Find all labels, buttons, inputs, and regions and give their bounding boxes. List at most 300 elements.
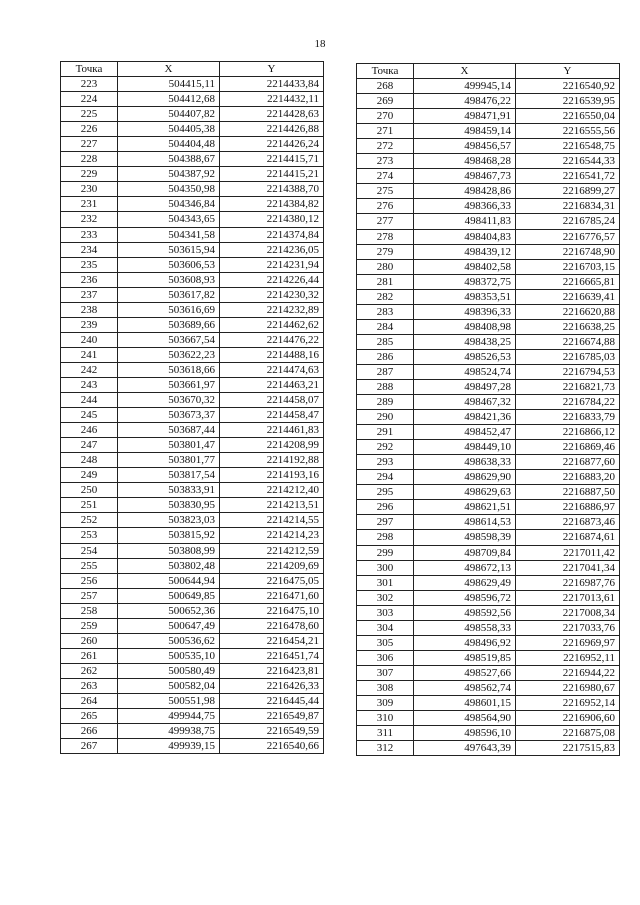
header-x: X bbox=[118, 62, 220, 77]
y-coordinate-cell: 2216834,31 bbox=[516, 199, 620, 214]
x-coordinate-cell: 498596,10 bbox=[414, 726, 516, 741]
point-number-cell: 248 bbox=[61, 453, 118, 468]
x-coordinate-cell: 503817,54 bbox=[118, 468, 220, 483]
table-row bbox=[61, 618, 324, 633]
table-row bbox=[357, 575, 620, 590]
point-number-cell: 299 bbox=[357, 545, 414, 560]
x-coordinate-cell: 500649,85 bbox=[118, 588, 220, 603]
point-number-cell: 282 bbox=[357, 289, 414, 304]
header-x: X bbox=[414, 64, 516, 79]
y-coordinate-cell: 2216899,27 bbox=[516, 184, 620, 199]
x-coordinate-cell: 504343,65 bbox=[118, 212, 220, 227]
table-row bbox=[357, 319, 620, 334]
table-row bbox=[357, 711, 620, 726]
y-coordinate-cell: 2216451,74 bbox=[220, 648, 324, 663]
y-coordinate-cell: 2214488,16 bbox=[220, 347, 324, 362]
y-coordinate-cell: 2216883,20 bbox=[516, 470, 620, 485]
y-coordinate-cell: 2214213,51 bbox=[220, 498, 324, 513]
x-coordinate-cell: 499945,14 bbox=[414, 79, 516, 94]
point-number-cell: 241 bbox=[61, 347, 118, 362]
point-number-cell: 240 bbox=[61, 332, 118, 347]
table-row bbox=[357, 244, 620, 259]
point-number-cell: 288 bbox=[357, 379, 414, 394]
x-coordinate-cell: 503617,82 bbox=[118, 287, 220, 302]
y-coordinate-cell: 2214415,71 bbox=[220, 152, 324, 167]
x-coordinate-cell: 500551,98 bbox=[118, 693, 220, 708]
x-coordinate-cell: 503808,99 bbox=[118, 543, 220, 558]
y-coordinate-cell: 2216869,46 bbox=[516, 440, 620, 455]
table-row bbox=[357, 94, 620, 109]
y-coordinate-cell: 2217033,76 bbox=[516, 620, 620, 635]
x-coordinate-cell: 498449,10 bbox=[414, 440, 516, 455]
x-coordinate-cell: 498404,83 bbox=[414, 229, 516, 244]
point-number-cell: 258 bbox=[61, 603, 118, 618]
table-row bbox=[61, 543, 324, 558]
y-coordinate-cell: 2216703,15 bbox=[516, 259, 620, 274]
table-row bbox=[357, 395, 620, 410]
x-coordinate-cell: 498428,86 bbox=[414, 184, 516, 199]
table-row bbox=[357, 500, 620, 515]
y-coordinate-cell: 2214433,84 bbox=[220, 77, 324, 92]
table-header-row bbox=[357, 64, 620, 79]
table-row bbox=[61, 137, 324, 152]
y-coordinate-cell: 2216550,04 bbox=[516, 109, 620, 124]
table-row bbox=[357, 109, 620, 124]
x-coordinate-cell: 504412,68 bbox=[118, 92, 220, 107]
y-coordinate-cell: 2216478,60 bbox=[220, 618, 324, 633]
table-row bbox=[61, 693, 324, 708]
x-coordinate-cell: 498408,98 bbox=[414, 319, 516, 334]
y-coordinate-cell: 2216821,73 bbox=[516, 379, 620, 394]
table-row bbox=[61, 167, 324, 182]
point-number-cell: 296 bbox=[357, 500, 414, 515]
point-number-cell: 309 bbox=[357, 695, 414, 710]
point-number-cell: 289 bbox=[357, 395, 414, 410]
table-row bbox=[61, 468, 324, 483]
point-number-cell: 286 bbox=[357, 349, 414, 364]
x-coordinate-cell: 498614,53 bbox=[414, 515, 516, 530]
table-row bbox=[357, 440, 620, 455]
x-coordinate-cell: 503689,66 bbox=[118, 317, 220, 332]
x-coordinate-cell: 503802,48 bbox=[118, 558, 220, 573]
table-row bbox=[357, 470, 620, 485]
point-number-cell: 265 bbox=[61, 709, 118, 724]
coordinates-table-right bbox=[356, 63, 620, 756]
x-coordinate-cell: 498468,28 bbox=[414, 154, 516, 169]
point-number-cell: 263 bbox=[61, 678, 118, 693]
point-number-cell: 234 bbox=[61, 242, 118, 257]
point-number-cell: 255 bbox=[61, 558, 118, 573]
point-number-cell: 280 bbox=[357, 259, 414, 274]
y-coordinate-cell: 2217013,61 bbox=[516, 590, 620, 605]
y-coordinate-cell: 2216475,05 bbox=[220, 573, 324, 588]
point-number-cell: 298 bbox=[357, 530, 414, 545]
x-coordinate-cell: 504388,67 bbox=[118, 152, 220, 167]
y-coordinate-cell: 2216785,03 bbox=[516, 349, 620, 364]
y-coordinate-cell: 2216549,87 bbox=[220, 709, 324, 724]
point-number-cell: 281 bbox=[357, 274, 414, 289]
table-row bbox=[61, 739, 324, 754]
table-row bbox=[357, 184, 620, 199]
y-coordinate-cell: 2217011,42 bbox=[516, 545, 620, 560]
y-coordinate-cell: 2216748,90 bbox=[516, 244, 620, 259]
table-row bbox=[61, 362, 324, 377]
table-row bbox=[357, 334, 620, 349]
x-coordinate-cell: 498459,14 bbox=[414, 124, 516, 139]
point-number-cell: 228 bbox=[61, 152, 118, 167]
point-number-cell: 270 bbox=[357, 109, 414, 124]
x-coordinate-cell: 498598,39 bbox=[414, 530, 516, 545]
table-row bbox=[61, 347, 324, 362]
y-coordinate-cell: 2216874,61 bbox=[516, 530, 620, 545]
y-coordinate-cell: 2214463,21 bbox=[220, 377, 324, 392]
y-coordinate-cell: 2217041,34 bbox=[516, 560, 620, 575]
point-number-cell: 249 bbox=[61, 468, 118, 483]
y-coordinate-cell: 2216674,88 bbox=[516, 334, 620, 349]
y-coordinate-cell: 2216866,12 bbox=[516, 425, 620, 440]
y-coordinate-cell: 2216987,76 bbox=[516, 575, 620, 590]
y-coordinate-cell: 2217515,83 bbox=[516, 741, 620, 756]
table-row bbox=[61, 393, 324, 408]
point-number-cell: 310 bbox=[357, 711, 414, 726]
y-coordinate-cell: 2216544,33 bbox=[516, 154, 620, 169]
x-coordinate-cell: 503687,44 bbox=[118, 423, 220, 438]
x-coordinate-cell: 498497,28 bbox=[414, 379, 516, 394]
point-number-cell: 312 bbox=[357, 741, 414, 756]
point-number-cell: 266 bbox=[61, 724, 118, 739]
x-coordinate-cell: 500580,49 bbox=[118, 663, 220, 678]
x-coordinate-cell: 503673,37 bbox=[118, 408, 220, 423]
table-row bbox=[61, 272, 324, 287]
x-coordinate-cell: 498519,85 bbox=[414, 650, 516, 665]
x-coordinate-cell: 498471,91 bbox=[414, 109, 516, 124]
y-coordinate-cell: 2216952,14 bbox=[516, 695, 620, 710]
x-coordinate-cell: 500536,62 bbox=[118, 633, 220, 648]
y-coordinate-cell: 2216944,22 bbox=[516, 665, 620, 680]
y-coordinate-cell: 2214388,70 bbox=[220, 182, 324, 197]
y-coordinate-cell: 2216471,60 bbox=[220, 588, 324, 603]
point-number-cell: 301 bbox=[357, 575, 414, 590]
table-row bbox=[357, 79, 620, 94]
point-number-cell: 293 bbox=[357, 455, 414, 470]
table-row bbox=[61, 197, 324, 212]
y-coordinate-cell: 2214212,40 bbox=[220, 483, 324, 498]
table-row bbox=[61, 663, 324, 678]
table-row bbox=[61, 332, 324, 347]
point-number-cell: 226 bbox=[61, 122, 118, 137]
y-coordinate-cell: 2214230,32 bbox=[220, 287, 324, 302]
point-number-cell: 246 bbox=[61, 423, 118, 438]
y-coordinate-cell: 2216555,56 bbox=[516, 124, 620, 139]
table-row bbox=[61, 242, 324, 257]
coordinates-table-left bbox=[60, 61, 324, 754]
x-coordinate-cell: 503606,53 bbox=[118, 257, 220, 272]
y-coordinate-cell: 2216887,50 bbox=[516, 485, 620, 500]
x-coordinate-cell: 498438,25 bbox=[414, 334, 516, 349]
table-row bbox=[61, 212, 324, 227]
x-coordinate-cell: 504405,38 bbox=[118, 122, 220, 137]
point-number-cell: 262 bbox=[61, 663, 118, 678]
x-coordinate-cell: 503670,32 bbox=[118, 393, 220, 408]
point-number-cell: 235 bbox=[61, 257, 118, 272]
point-number-cell: 224 bbox=[61, 92, 118, 107]
table-row bbox=[357, 425, 620, 440]
x-coordinate-cell: 498638,33 bbox=[414, 455, 516, 470]
x-coordinate-cell: 498411,83 bbox=[414, 214, 516, 229]
table-row bbox=[357, 199, 620, 214]
header-y: Y bbox=[516, 64, 620, 79]
y-coordinate-cell: 2216426,33 bbox=[220, 678, 324, 693]
x-coordinate-cell: 498496,92 bbox=[414, 635, 516, 650]
y-coordinate-cell: 2216886,97 bbox=[516, 500, 620, 515]
table-row bbox=[357, 214, 620, 229]
y-coordinate-cell: 2216906,60 bbox=[516, 711, 620, 726]
point-number-cell: 307 bbox=[357, 665, 414, 680]
point-number-cell: 261 bbox=[61, 648, 118, 663]
x-coordinate-cell: 498467,73 bbox=[414, 169, 516, 184]
y-coordinate-cell: 2216875,08 bbox=[516, 726, 620, 741]
y-coordinate-cell: 2216541,72 bbox=[516, 169, 620, 184]
x-coordinate-cell: 503616,69 bbox=[118, 302, 220, 317]
x-coordinate-cell: 498672,13 bbox=[414, 560, 516, 575]
table-row bbox=[357, 650, 620, 665]
x-coordinate-cell: 498402,58 bbox=[414, 259, 516, 274]
point-number-cell: 294 bbox=[357, 470, 414, 485]
y-coordinate-cell: 2214461,83 bbox=[220, 423, 324, 438]
y-coordinate-cell: 2216794,53 bbox=[516, 364, 620, 379]
table-row bbox=[357, 695, 620, 710]
point-number-cell: 278 bbox=[357, 229, 414, 244]
point-number-cell: 273 bbox=[357, 154, 414, 169]
x-coordinate-cell: 498709,84 bbox=[414, 545, 516, 560]
table-row bbox=[357, 530, 620, 545]
point-number-cell: 229 bbox=[61, 167, 118, 182]
y-coordinate-cell: 2216639,41 bbox=[516, 289, 620, 304]
point-number-cell: 257 bbox=[61, 588, 118, 603]
x-coordinate-cell: 498366,33 bbox=[414, 199, 516, 214]
point-number-cell: 256 bbox=[61, 573, 118, 588]
point-number-cell: 272 bbox=[357, 139, 414, 154]
point-number-cell: 231 bbox=[61, 197, 118, 212]
point-number-cell: 306 bbox=[357, 650, 414, 665]
y-coordinate-cell: 2216665,81 bbox=[516, 274, 620, 289]
y-coordinate-cell: 2217008,34 bbox=[516, 605, 620, 620]
table-row bbox=[61, 107, 324, 122]
table-row bbox=[61, 317, 324, 332]
table-row bbox=[61, 152, 324, 167]
table-row bbox=[357, 304, 620, 319]
y-coordinate-cell: 2214374,84 bbox=[220, 227, 324, 242]
x-coordinate-cell: 499944,75 bbox=[118, 709, 220, 724]
x-coordinate-cell: 499938,75 bbox=[118, 724, 220, 739]
x-coordinate-cell: 498629,90 bbox=[414, 470, 516, 485]
table-row bbox=[357, 665, 620, 680]
table-row bbox=[357, 124, 620, 139]
x-coordinate-cell: 500535,10 bbox=[118, 648, 220, 663]
table-row bbox=[357, 154, 620, 169]
point-number-cell: 260 bbox=[61, 633, 118, 648]
x-coordinate-cell: 500647,49 bbox=[118, 618, 220, 633]
y-coordinate-cell: 2216784,22 bbox=[516, 395, 620, 410]
y-coordinate-cell: 2214476,22 bbox=[220, 332, 324, 347]
page-number: 18 bbox=[314, 38, 326, 50]
table-header-row bbox=[61, 62, 324, 77]
table-row bbox=[357, 620, 620, 635]
table-row bbox=[61, 603, 324, 618]
point-number-cell: 264 bbox=[61, 693, 118, 708]
table-row bbox=[357, 726, 620, 741]
header-point: Точка bbox=[357, 64, 414, 79]
table-row bbox=[61, 633, 324, 648]
point-number-cell: 233 bbox=[61, 227, 118, 242]
y-coordinate-cell: 2214214,55 bbox=[220, 513, 324, 528]
table-row bbox=[61, 573, 324, 588]
x-coordinate-cell: 498596,72 bbox=[414, 590, 516, 605]
x-coordinate-cell: 504407,82 bbox=[118, 107, 220, 122]
x-coordinate-cell: 503823,03 bbox=[118, 513, 220, 528]
y-coordinate-cell: 2214214,23 bbox=[220, 528, 324, 543]
x-coordinate-cell: 498558,33 bbox=[414, 620, 516, 635]
table-row bbox=[357, 364, 620, 379]
x-coordinate-cell: 498601,15 bbox=[414, 695, 516, 710]
table-row bbox=[61, 92, 324, 107]
point-number-cell: 267 bbox=[61, 739, 118, 754]
point-number-cell: 308 bbox=[357, 680, 414, 695]
point-number-cell: 225 bbox=[61, 107, 118, 122]
point-number-cell: 238 bbox=[61, 302, 118, 317]
y-coordinate-cell: 2214462,62 bbox=[220, 317, 324, 332]
x-coordinate-cell: 500644,94 bbox=[118, 573, 220, 588]
point-number-cell: 242 bbox=[61, 362, 118, 377]
y-coordinate-cell: 2214232,89 bbox=[220, 302, 324, 317]
point-number-cell: 277 bbox=[357, 214, 414, 229]
point-number-cell: 287 bbox=[357, 364, 414, 379]
point-number-cell: 290 bbox=[357, 410, 414, 425]
y-coordinate-cell: 2216549,59 bbox=[220, 724, 324, 739]
point-number-cell: 251 bbox=[61, 498, 118, 513]
y-coordinate-cell: 2214426,24 bbox=[220, 137, 324, 152]
table-row bbox=[357, 379, 620, 394]
point-number-cell: 245 bbox=[61, 408, 118, 423]
table-row bbox=[357, 229, 620, 244]
point-number-cell: 303 bbox=[357, 605, 414, 620]
x-coordinate-cell: 503608,93 bbox=[118, 272, 220, 287]
x-coordinate-cell: 503815,92 bbox=[118, 528, 220, 543]
x-coordinate-cell: 498372,75 bbox=[414, 274, 516, 289]
x-coordinate-cell: 503801,47 bbox=[118, 438, 220, 453]
x-coordinate-cell: 504350,98 bbox=[118, 182, 220, 197]
table-row bbox=[61, 287, 324, 302]
table-row bbox=[357, 635, 620, 650]
y-coordinate-cell: 2214193,16 bbox=[220, 468, 324, 483]
point-number-cell: 250 bbox=[61, 483, 118, 498]
table-row bbox=[61, 377, 324, 392]
y-coordinate-cell: 2214432,11 bbox=[220, 92, 324, 107]
x-coordinate-cell: 498527,66 bbox=[414, 665, 516, 680]
y-coordinate-cell: 2216969,97 bbox=[516, 635, 620, 650]
y-coordinate-cell: 2214231,94 bbox=[220, 257, 324, 272]
y-coordinate-cell: 2214458,07 bbox=[220, 393, 324, 408]
point-number-cell: 279 bbox=[357, 244, 414, 259]
point-number-cell: 311 bbox=[357, 726, 414, 741]
point-number-cell: 236 bbox=[61, 272, 118, 287]
x-coordinate-cell: 503661,97 bbox=[118, 377, 220, 392]
point-number-cell: 268 bbox=[357, 79, 414, 94]
point-number-cell: 254 bbox=[61, 543, 118, 558]
x-coordinate-cell: 498439,12 bbox=[414, 244, 516, 259]
x-coordinate-cell: 504415,11 bbox=[118, 77, 220, 92]
x-coordinate-cell: 498629,49 bbox=[414, 575, 516, 590]
y-coordinate-cell: 2214474,63 bbox=[220, 362, 324, 377]
header-point: Точка bbox=[61, 62, 118, 77]
y-coordinate-cell: 2216952,11 bbox=[516, 650, 620, 665]
y-coordinate-cell: 2216540,92 bbox=[516, 79, 620, 94]
y-coordinate-cell: 2216475,10 bbox=[220, 603, 324, 618]
point-number-cell: 283 bbox=[357, 304, 414, 319]
point-number-cell: 237 bbox=[61, 287, 118, 302]
point-number-cell: 227 bbox=[61, 137, 118, 152]
table-row bbox=[61, 588, 324, 603]
table-row bbox=[357, 545, 620, 560]
point-number-cell: 252 bbox=[61, 513, 118, 528]
x-coordinate-cell: 503830,95 bbox=[118, 498, 220, 513]
point-number-cell: 302 bbox=[357, 590, 414, 605]
table-row bbox=[61, 438, 324, 453]
point-number-cell: 247 bbox=[61, 438, 118, 453]
table-row bbox=[61, 498, 324, 513]
point-number-cell: 244 bbox=[61, 393, 118, 408]
table-body-left bbox=[61, 77, 324, 754]
x-coordinate-cell: 498476,22 bbox=[414, 94, 516, 109]
table-row bbox=[61, 558, 324, 573]
x-coordinate-cell: 498526,53 bbox=[414, 349, 516, 364]
point-number-cell: 300 bbox=[357, 560, 414, 575]
table-row bbox=[357, 349, 620, 364]
table-row bbox=[61, 648, 324, 663]
y-coordinate-cell: 2214428,63 bbox=[220, 107, 324, 122]
point-number-cell: 285 bbox=[357, 334, 414, 349]
table-row bbox=[61, 122, 324, 137]
point-number-cell: 271 bbox=[357, 124, 414, 139]
x-coordinate-cell: 500652,36 bbox=[118, 603, 220, 618]
x-coordinate-cell: 498467,32 bbox=[414, 395, 516, 410]
x-coordinate-cell: 504387,92 bbox=[118, 167, 220, 182]
table-row bbox=[357, 289, 620, 304]
y-coordinate-cell: 2216548,75 bbox=[516, 139, 620, 154]
y-coordinate-cell: 2214192,88 bbox=[220, 453, 324, 468]
x-coordinate-cell: 498629,63 bbox=[414, 485, 516, 500]
table-row bbox=[357, 515, 620, 530]
x-coordinate-cell: 503833,91 bbox=[118, 483, 220, 498]
y-coordinate-cell: 2216776,57 bbox=[516, 229, 620, 244]
point-number-cell: 259 bbox=[61, 618, 118, 633]
point-number-cell: 276 bbox=[357, 199, 414, 214]
table-row bbox=[61, 528, 324, 543]
table-row bbox=[357, 485, 620, 500]
table-row bbox=[61, 724, 324, 739]
point-number-cell: 295 bbox=[357, 485, 414, 500]
y-coordinate-cell: 2214212,59 bbox=[220, 543, 324, 558]
header-y: Y bbox=[220, 62, 324, 77]
x-coordinate-cell: 504346,84 bbox=[118, 197, 220, 212]
x-coordinate-cell: 498621,51 bbox=[414, 500, 516, 515]
y-coordinate-cell: 2214208,99 bbox=[220, 438, 324, 453]
table-row bbox=[61, 302, 324, 317]
table-body-right bbox=[357, 79, 620, 756]
table-row bbox=[357, 169, 620, 184]
point-number-cell: 269 bbox=[357, 94, 414, 109]
y-coordinate-cell: 2216877,60 bbox=[516, 455, 620, 470]
